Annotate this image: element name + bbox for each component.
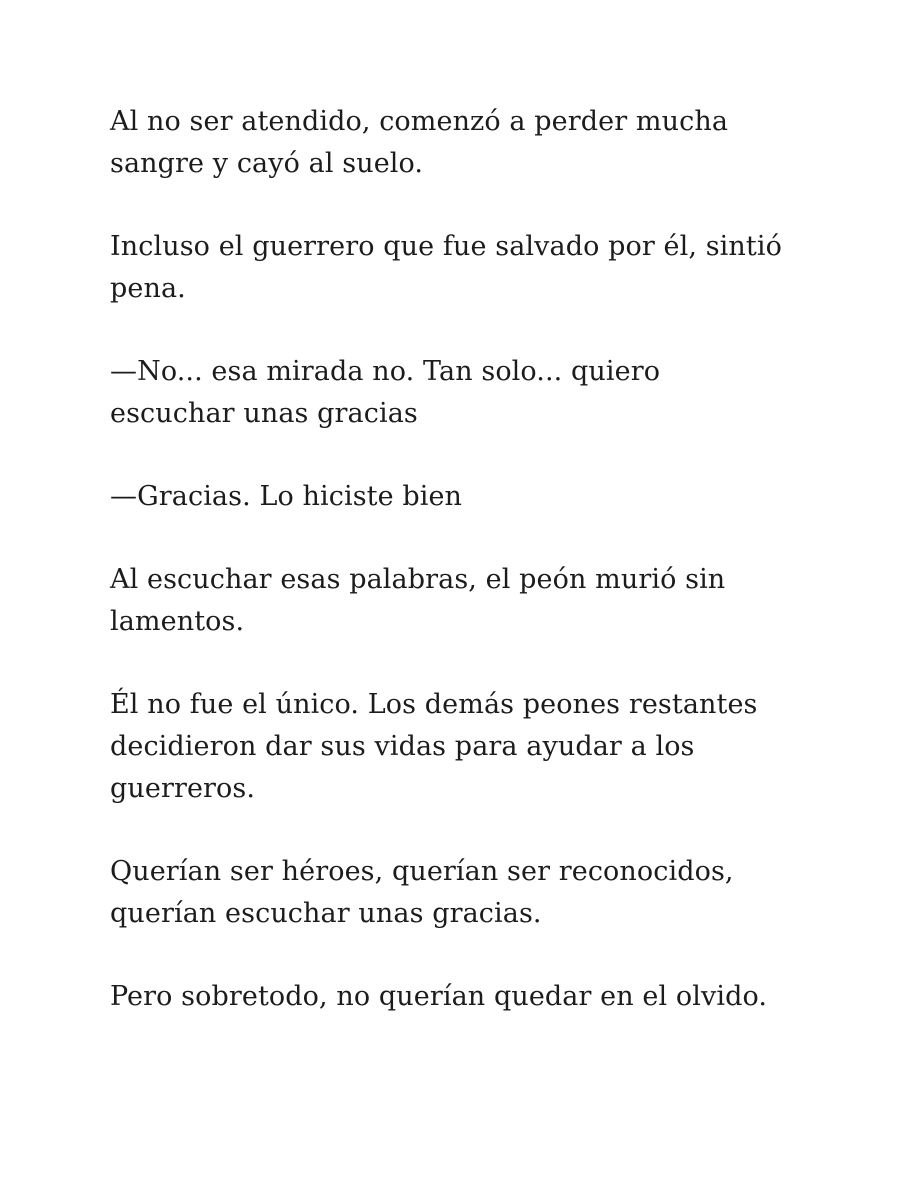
paragraph-6: Él no fue el único. Los demás peones restantes decidieron dar sus vidas para ayudar a los guerreros. bbox=[110, 689, 758, 804]
story-text bbox=[110, 101, 810, 1059]
paragraph-3: —No... esa mirada no. Tan solo... quiero escuchar unas gracias bbox=[110, 356, 661, 429]
paragraph-5: Al escuchar esas palabras, el peón murió sin lamentos. bbox=[110, 564, 726, 637]
paragraph-8: Pero sobretodo, no querían quedar en el olvido. bbox=[110, 981, 768, 1012]
paragraph-2: Incluso el guerrero que fue salvado por él, sintió pena. bbox=[110, 231, 782, 304]
paragraph-7: Querían ser héroes, querían ser reconocidos, querían escuchar unas gracias. bbox=[110, 856, 734, 929]
paragraph-4: —Gracias. Lo hiciste bien bbox=[110, 481, 463, 512]
paragraph-1: Al no ser atendido, comenzó a perder mucha sangre y cayó al suelo. bbox=[110, 106, 729, 179]
